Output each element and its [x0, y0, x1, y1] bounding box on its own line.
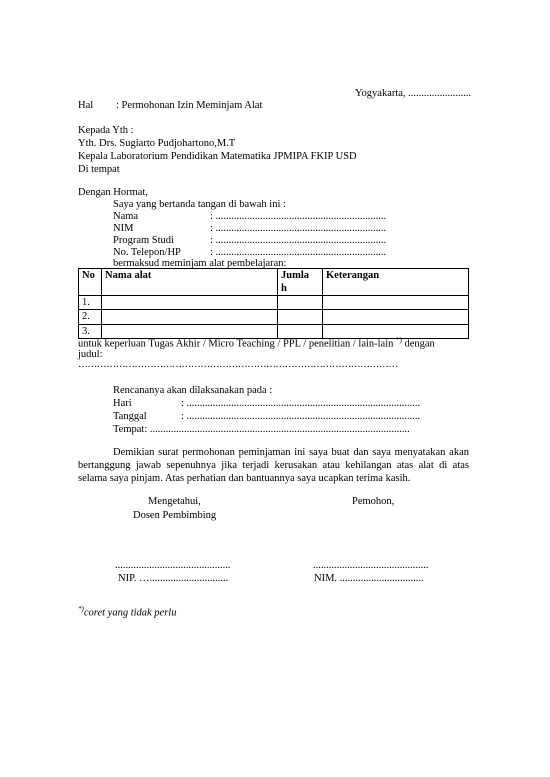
- sign-right-id: NIM. ................................: [314, 573, 424, 584]
- usage-judul-label: judul:: [78, 349, 103, 360]
- items-table: [78, 268, 469, 339]
- plan-value: : .........................................................................................: [181, 411, 421, 422]
- header-keterangan: Keterangan: [323, 269, 469, 296]
- recipient-position: Kepala Laboratorium Pendidikan Matematika JPMIPA FKIP USD: [78, 151, 357, 162]
- row-number: 3.: [79, 324, 102, 338]
- purpose-text: bermaksud meminjam alat pembelajaran:: [113, 258, 287, 269]
- footnote: [78, 605, 176, 620]
- row-number: 2.: [79, 310, 102, 324]
- row-number: 1.: [79, 296, 102, 310]
- plan-value: ...................................................................................................: [147, 424, 410, 435]
- cell-nama-alat[interactable]: [102, 296, 278, 310]
- usage-text-end: dengan: [401, 338, 435, 350]
- field-value: : .................................................................: [210, 211, 387, 222]
- cell-jumlah[interactable]: [278, 310, 323, 324]
- cell-nama-alat[interactable]: [102, 310, 278, 324]
- greeting: Dengan Hormat,: [78, 187, 148, 198]
- judul-dots: …………………………………………………………………………………………: [78, 359, 398, 370]
- plan-label: Tanggal: [113, 411, 147, 422]
- plan-value: : .........................................................................................: [181, 398, 421, 409]
- field-label: Nama: [113, 211, 139, 222]
- recipient-place: Di tempat: [78, 164, 120, 175]
- plan-label: Tempat:: [113, 424, 148, 435]
- table-header-row: [79, 269, 469, 296]
- sign-right-line: ............................................: [313, 560, 429, 571]
- field-value: : .................................................................: [210, 223, 387, 234]
- sign-left-title: Mengetahui,: [148, 496, 201, 507]
- cell-keterangan[interactable]: [323, 296, 469, 310]
- plan-tanggal: [113, 410, 420, 423]
- footnote-text: coret yang tidak perlu: [83, 607, 177, 619]
- field-label: No. Telepon/HP: [113, 247, 181, 258]
- recipient-to: Kepada Yth :: [78, 125, 134, 136]
- sign-left-line: ............................................: [115, 560, 231, 571]
- header-jumlah: Jumlah: [278, 269, 323, 296]
- plan-hari: [113, 397, 420, 410]
- intro-text: Saya yang bertanda tangan di bawah ini :: [113, 199, 286, 210]
- subject-label: Hal: [78, 100, 94, 111]
- subject-line: [78, 99, 262, 112]
- recipient-name: Yth. Drs. Sugiarto Pudjohartono,M.T: [78, 138, 236, 149]
- cell-keterangan[interactable]: [323, 310, 469, 324]
- field-label: NIM: [113, 223, 134, 234]
- sign-left-id: NIP. …..............................: [118, 573, 229, 584]
- sign-left-subtitle: Dosen Pembimbing: [133, 510, 217, 521]
- field-label: Program Studi: [113, 235, 174, 246]
- footnote-mark: *): [78, 605, 84, 613]
- header-nama-alat: Nama alat: [102, 269, 278, 296]
- closing-paragraph: Demikian surat permohonan peminjaman ini saya buat dan saya menyatakan akan bertanggung jawab sepenuhnya jika terjadi kerusakan atau kehilangan atas alat di atas selama saya pinjam. Atas perhatian dan bantuannya saya ucapkan terima kasih.: [78, 447, 469, 484]
- cell-jumlah[interactable]: [278, 296, 323, 310]
- usage-line: [78, 336, 435, 351]
- place-date: Yogyakarta, ........................: [355, 88, 472, 99]
- sign-right-title: Pemohon,: [352, 496, 395, 507]
- plan-tempat: [113, 423, 410, 436]
- table-row: [79, 310, 469, 324]
- field-value: : .................................................................: [210, 247, 387, 258]
- field-value: : .................................................................: [210, 235, 387, 246]
- plan-intro: Rencananya akan dilaksanakan pada :: [113, 385, 273, 396]
- usage-text: untuk keperluan Tugas Akhir / Micro Teaching / PPL / penelitian / lain-lain: [78, 338, 394, 350]
- plan-label: Hari: [113, 398, 132, 409]
- subject-value: : Permohonan Izin Meminjam Alat: [116, 100, 263, 111]
- table-row: [79, 296, 469, 310]
- usage-footnote-mark: *): [396, 336, 402, 344]
- header-no: No: [79, 269, 102, 296]
